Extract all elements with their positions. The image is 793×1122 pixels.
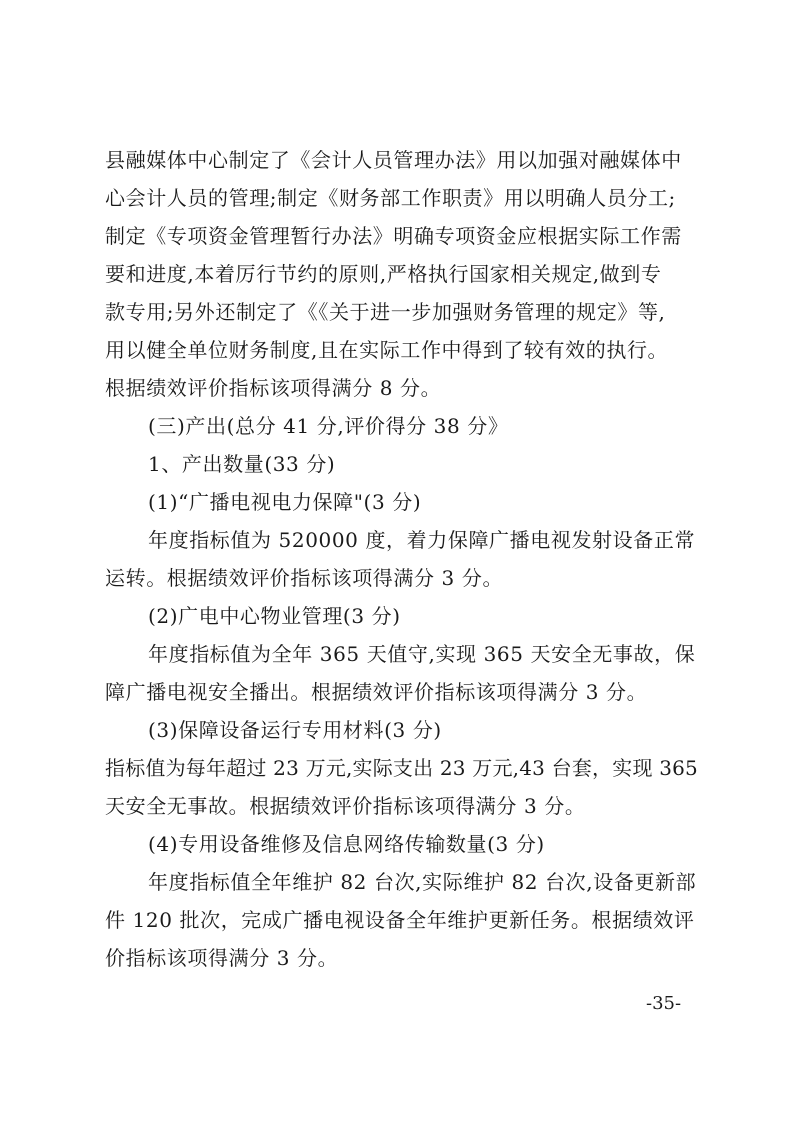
body-text-line-10: 年度指标值为全年 365 天值守,实现 365 天安全无事故，保 [148, 642, 696, 666]
body-text-line-3: 制定《专项资金管理暂行办法》明确专项资金应根据实际工作需 [105, 224, 682, 248]
body-text-line-6: 用以健全单位财务制度,且在实际工作中得到了较有效的执行。 [105, 338, 669, 362]
body-text-line-5: 款专用;另外还制定了《《关于进一步加强财务管理的规定》等, [105, 300, 666, 324]
body-text-line-12: 指标值为每年超过 23 万元,实际支出 23 万元,43 台套，实现 365 [105, 756, 698, 780]
body-text-line-2: 心会计人员的管理;制定《财务部工作职责》用以明确人员分工; [105, 186, 676, 210]
section-heading-output: (三)产出(总分 41 分,评价得分 38 分》 [148, 414, 509, 438]
page-number: -35- [646, 993, 682, 1014]
body-text-line-4: 要和进度,本着厉行节约的原则,严格执行国家相关规定,做到专 [105, 262, 662, 286]
item-heading-4: (4)专用设备维修及信息网络传输数量(3 分) [148, 832, 545, 856]
body-text-line-8: 年度指标值为 520000 度，着力保障广播电视发射设备正常 [148, 528, 696, 552]
body-text-line-14: 年度指标值全年维护 82 台次,实际维护 82 台次,设备更新部 [148, 870, 697, 894]
body-text-line-13: 天安全无事故。根据绩效评价指标该项得满分 3 分。 [105, 794, 586, 818]
body-text-line-11: 障广播电视安全播出。根据绩效评价指标该项得满分 3 分。 [105, 680, 648, 704]
body-text-line-1: 县融媒体中心制定了《会计人员管理办法》用以加强对融媒体中 [105, 148, 682, 172]
body-text-line-7: 根据绩效评价指标该项得满分 8 分。 [105, 376, 442, 400]
item-heading-1: (1)“广播电视电力保障"(3 分) [148, 490, 422, 514]
item-heading-3: (3)保障设备运行专用材料(3 分) [148, 718, 442, 742]
body-text-line-15: 件 120 批次，完成广播电视设备全年维护更新任务。根据绩效评 [105, 908, 695, 932]
subsection-heading-output-quantity: 1、产出数量(33 分) [148, 452, 336, 476]
body-text-line-16: 价指标该项得满分 3 分。 [105, 946, 339, 970]
body-text-line-9: 运转。根据绩效评价指标该项得满分 3 分。 [105, 566, 504, 590]
item-heading-2: (2)广电中心物业管理(3 分) [148, 604, 401, 628]
